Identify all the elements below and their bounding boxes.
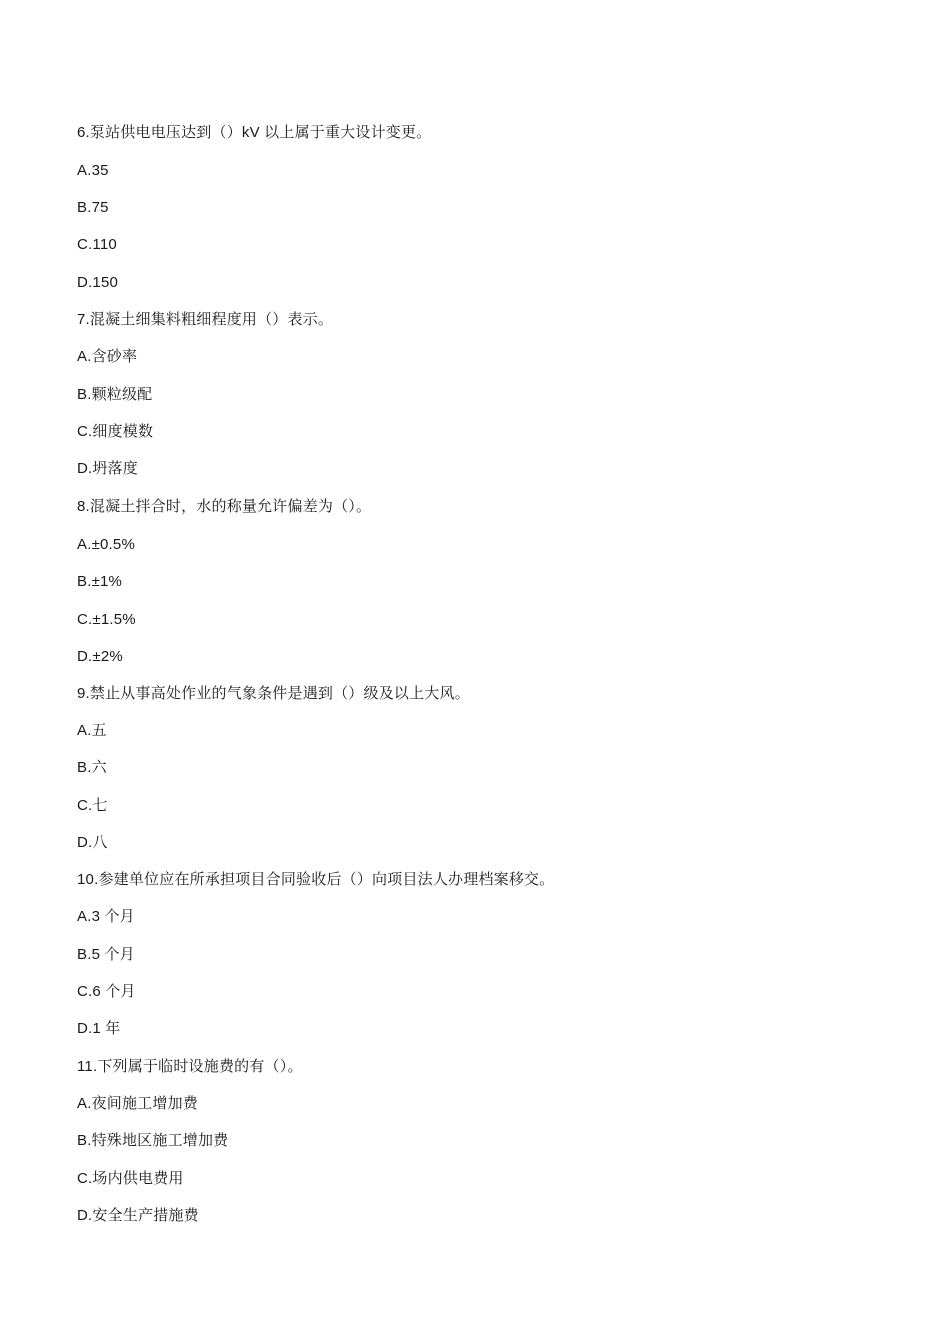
option-d: D.±2% <box>77 648 123 665</box>
option-d: D.安全生产措施费 <box>77 1207 199 1224</box>
option-b: B.颗粒级配 <box>77 386 153 403</box>
option-c: C.场内供电费用 <box>77 1170 184 1187</box>
option-c: C.±1.5% <box>77 611 136 628</box>
option-d: D.150 <box>77 274 119 291</box>
option-a: A.夜间施工增加费 <box>77 1095 198 1112</box>
option-b: B.75 <box>77 199 109 216</box>
option-b: B.特殊地区施工增加费 <box>77 1132 229 1149</box>
question-stem: 6.泵站供电电压达到（）kV 以上属于重大设计变更。 <box>77 124 432 141</box>
option-d: D.坍落度 <box>77 460 139 477</box>
option-c: C.6 个月 <box>77 983 136 1000</box>
question-stem: 10.参建单位应在所承担项目合同验收后（）向项目法人办理档案移交。 <box>77 871 555 888</box>
option-b: B.±1% <box>77 573 123 590</box>
option-c: C.细度模数 <box>77 423 154 440</box>
option-a: A.含砂率 <box>77 348 138 365</box>
question-stem: 8.混凝土拌合时，水的称量允许偏差为（）。 <box>77 498 372 515</box>
question-stem: 11.下列属于临时设施费的有（）。 <box>77 1058 303 1075</box>
option-a: A.五 <box>77 722 107 739</box>
question-stem: 9.禁止从事高处作业的气象条件是遇到（）级及以上大风。 <box>77 685 470 702</box>
option-a: A.3 个月 <box>77 908 135 925</box>
option-a: A.±0.5% <box>77 536 135 553</box>
option-b: B.六 <box>77 759 107 776</box>
option-b: B.5 个月 <box>77 946 135 963</box>
option-d: D.八 <box>77 834 108 851</box>
option-a: A.35 <box>77 162 109 179</box>
option-c: C.110 <box>77 236 117 253</box>
question-stem: 7.混凝土细集料粗细程度用（）表示。 <box>77 311 334 328</box>
option-c: C.七 <box>77 797 108 814</box>
option-d: D.1 年 <box>77 1020 121 1037</box>
